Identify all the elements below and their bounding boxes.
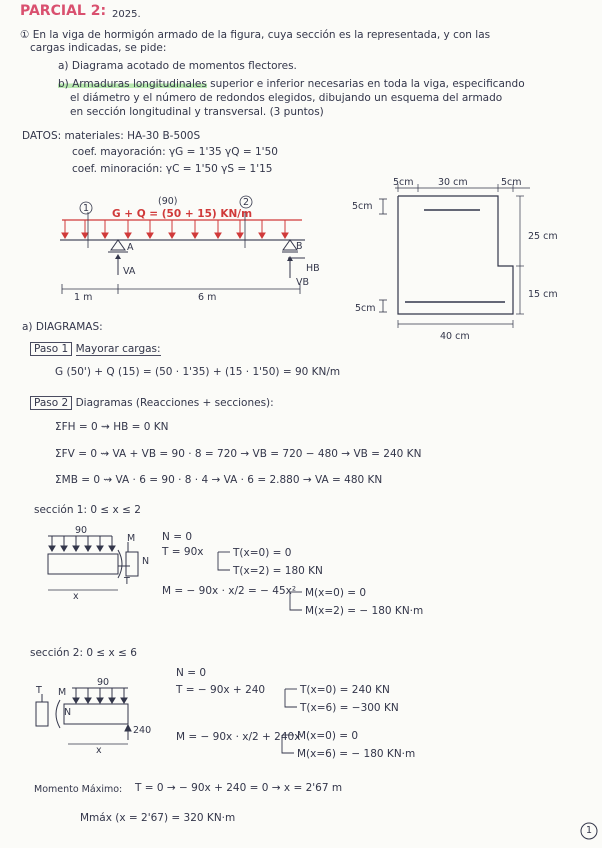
paso-2-label: Paso 2 [30, 396, 72, 410]
section-1-x-label: x [73, 591, 79, 602]
paso-1-label: Paso 1 [30, 342, 72, 356]
section-1-moment-label: M [127, 533, 136, 544]
section-1-moment: M = − 90x · x/2 = − 45x² [162, 585, 297, 597]
section-1-normal-label: N [142, 556, 150, 567]
datos-materiales: DATOS: materiales: HA-30 B-500S [22, 130, 201, 142]
support-a-label: A [127, 242, 134, 253]
problem-item-b-line-2: el diámetro y el número de redondos elegidos, dibujando un esquema del armado [70, 92, 503, 104]
dim-right-flange: 5cm [501, 177, 522, 188]
paso-1-equation: G (50') + Q (15) = (50 · 1'35) + (15 · 1'50) = 90 KN/m [55, 366, 341, 378]
span-1-length: 1 m [74, 292, 93, 303]
exam-title: PARCIAL 2: [20, 3, 107, 19]
paso-2-text: Diagramas (Reacciones + secciones): [75, 397, 274, 409]
section-2-moment-label: M [58, 687, 67, 698]
diagramas-heading: a) DIAGRAMAS: [22, 321, 103, 333]
dim-left-flange: 5cm [393, 177, 414, 188]
problem-item-a: a) Diagrama acotado de momentos flectores. [58, 60, 297, 72]
dim-top-cover: 5cm [352, 201, 373, 212]
section-2-shear-x0: T(x=0) = 240 KN [300, 684, 390, 696]
load-label: G + Q = (50 + 15) KN/m [112, 208, 253, 220]
section-2-load-label: 90 [97, 677, 110, 688]
problem-item-b-rest: superior e inferior necesarias en toda la viga, especificando [206, 78, 525, 90]
section-2-moment-x6: M(x=6) = − 180 KN·m [297, 748, 416, 760]
section-2-moment: M = − 90x · x/2 + 240x [176, 731, 301, 743]
section-1-shear: T = 90x [162, 546, 204, 558]
problem-line-2: cargas indicadas, se pide: [30, 42, 167, 54]
dim-bottom-cover: 5cm [355, 303, 376, 314]
equilibrium-fv: ΣFV = 0 ⇝ VA + VB = 90 · 8 = 720 → VB = 720 − 480 → VB = 240 KN [55, 448, 422, 460]
load-value-top: (90) [158, 196, 178, 207]
section-1-normal: N = 0 [162, 531, 193, 543]
section-2-shear-label: T [36, 685, 42, 696]
paso-2 [30, 397, 274, 410]
section-1-shear-x2: T(x=2) = 180 KN [233, 565, 323, 577]
datos-minoracion: coef. minoración: γC = 1'50 γS = 1'15 [72, 163, 273, 175]
max-moment-label: Momento Máximo: [34, 784, 123, 795]
dim-lower-height: 15 cm [528, 289, 558, 300]
exam-year: 2025. [112, 9, 141, 20]
span-2-length: 6 m [198, 292, 217, 303]
section-2-shear: T = − 90x + 240 [176, 684, 266, 696]
section-2-reaction-label: 240 [133, 725, 152, 736]
problem-item-b-highlight: b) Armaduras longitudinales [58, 78, 207, 90]
reaction-va-label: VA [123, 266, 136, 277]
datos-mayoracion: coef. mayoración: γG = 1'35 γQ = 1'50 [72, 146, 278, 158]
max-moment-condition: T = 0 → − 90x + 240 = 0 → x = 2'67 m [135, 782, 343, 794]
section-1-heading: sección 1: 0 ≤ x ≤ 2 [34, 504, 141, 516]
reaction-vb-label: VB [296, 277, 310, 288]
section-1-moment-x0: M(x=0) = 0 [305, 587, 367, 599]
paso-1-text: Mayorar cargas: [75, 343, 161, 355]
cross-section [398, 196, 513, 314]
paso-1 [30, 343, 161, 356]
section-2-normal-label: N [64, 707, 72, 718]
page-number: 1 [586, 825, 593, 836]
section-1-moment-x2: M(x=2) = − 180 KN·m [305, 605, 424, 617]
dim-total-width: 40 cm [440, 331, 470, 342]
support-b-label: B [296, 241, 303, 252]
section-2-free-body [36, 688, 131, 744]
max-moment-result: Mmáx (x = 2'67) = 320 KN·m [80, 812, 236, 824]
dim-mid-width: 30 cm [438, 177, 468, 188]
section-1-load-label: 90 [75, 525, 88, 536]
section-1-shear-label: T [124, 576, 130, 587]
equilibrium-fh: ΣFH = 0 ⇝ HB = 0 KN [55, 421, 169, 433]
section-2-normal: N = 0 [176, 667, 207, 679]
section-2-shear-x6: T(x=6) = −300 KN [300, 702, 399, 714]
equilibrium-mb: ΣMB = 0 ⇝ VA · 6 = 90 · 8 · 4 → VA · 6 = 2.880 → VA = 480 KN [55, 474, 383, 486]
dim-upper-height: 25 cm [528, 231, 558, 242]
section-2-x-label: x [96, 745, 102, 756]
section-1-shear-x0: T(x=0) = 0 [233, 547, 292, 559]
cut-label-1: 1 [83, 203, 90, 214]
cut-label-2: 2 [243, 197, 250, 208]
problem-item-b-line-3: en sección longitudinal y transversal. (3 puntos) [70, 106, 324, 118]
reaction-hb-label: HB [306, 263, 320, 274]
problem-line-1: ① En la viga de hormigón armado de la figura, cuya sección es la representada, y con las [20, 29, 491, 41]
section-2-moment-x0: M(x=0) = 0 [297, 730, 359, 742]
section-2-heading: sección 2: 0 ≤ x ≤ 6 [30, 647, 137, 659]
